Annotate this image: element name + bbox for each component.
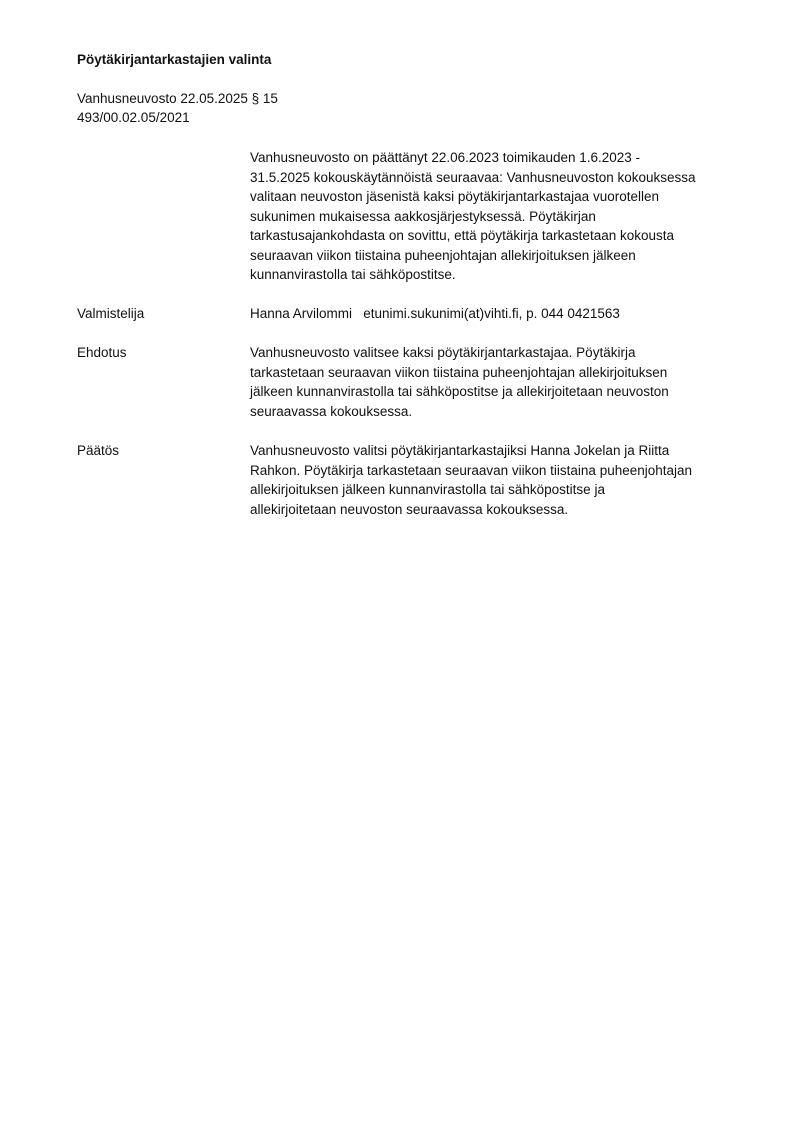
ehdotus-line: seuraavassa kokouksessa.: [250, 403, 413, 419]
document-title: Pöytäkirjantarkastajien valinta: [77, 52, 272, 67]
ehdotus-line: Vanhusneuvosto valitsee kaksi pöytäkirjantarkastajaa. Pöytäkirja: [250, 345, 636, 360]
paatos-paragraph: [250, 441, 735, 519]
intro-paragraph: [250, 148, 735, 285]
paatos-line: allekirjoituksen jälkeen kunnanvirastolla tai sähköpostitse ja: [250, 482, 605, 497]
ehdotus-line: jälkeen kunnanvirastolla tai sähköpostitse ja allekirjoitetaan neuvoston: [250, 384, 669, 399]
intro-line: sukunimen mukaisessa aakkosjärjestyksessä. Pöytäkirjan: [250, 208, 596, 224]
intro-line: tarkastusajankohdasta on sovittu, että pöytäkirja tarkastetaan kokousta: [250, 228, 674, 243]
intro-line: valitaan neuvoston jäsenistä kaksi pöytäkirjantarkastajaa vuorotellen: [250, 189, 659, 204]
ehdotus-line: tarkastetaan seuraavan viikon tiistaina puheenjohtajan allekirjoituksen: [250, 364, 668, 380]
intro-line: seuraavan viikon tiistaina puheenjohtajan allekirjoituksen jälkeen: [250, 247, 636, 263]
meeting-line: Vanhusneuvosto 22.05.2025 § 15: [77, 91, 278, 106]
intro-line: Vanhusneuvosto on päättänyt 22.06.2023 toimikauden 1.6.2023 -: [250, 150, 641, 165]
ehdotus-label: Ehdotus: [77, 345, 127, 360]
valmistelija-label: Valmistelija: [77, 306, 145, 321]
ehdotus-paragraph: [250, 343, 735, 421]
record-number: 493/00.02.05/2021: [77, 110, 190, 125]
intro-line: kunnanvirastolla tai sähköpostitse.: [250, 267, 456, 282]
paatos-line: Vanhusneuvosto valitsi pöytäkirjantarkastajiksi Hanna Jokelan ja Riitta: [250, 443, 670, 458]
intro-line: 31.5.2025 kokouskäytännöistä seuraavaa: Vanhusneuvoston kokouksessa: [250, 169, 696, 185]
valmistelija-line: Hanna Arvilommi etunimi.sukunimi(at)vihti.fi, p. 044 0421563: [250, 306, 620, 321]
paatos-line: allekirjoitetaan neuvoston seuraavassa kokouksessa.: [250, 501, 569, 517]
paatos-line: Rahkon. Pöytäkirja tarkastetaan seuraavan viikon tiistaina puheenjohtajan: [250, 462, 693, 478]
valmistelija-text: [250, 304, 735, 324]
paatos-label: Päätös: [77, 443, 120, 458]
